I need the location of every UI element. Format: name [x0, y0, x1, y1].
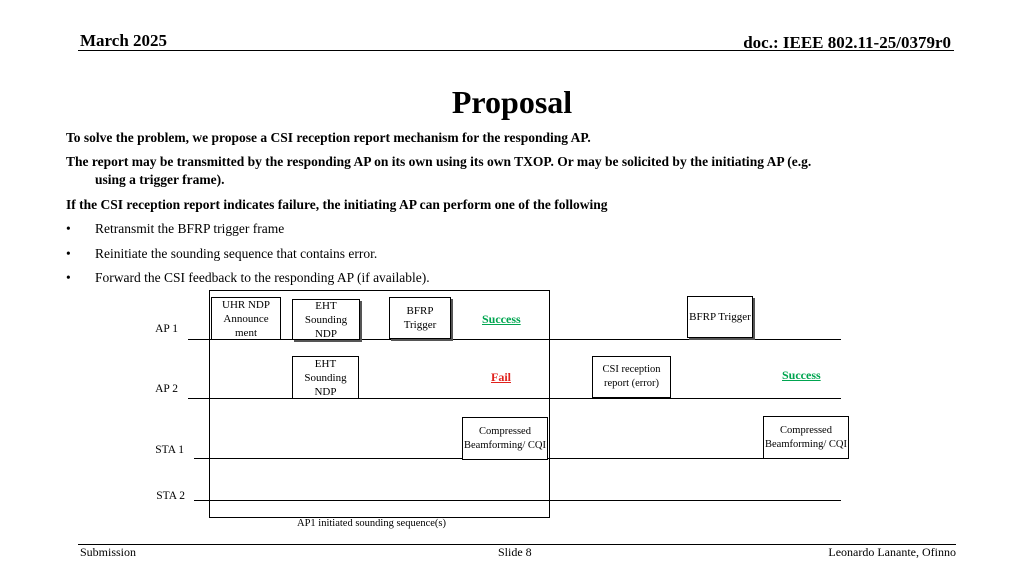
row-label-sta1: STA 1 [155, 444, 184, 456]
timeline-sta2 [194, 500, 841, 501]
eht-sounding-ndp-box: EHT Sounding NDP [292, 356, 359, 399]
header-divider [78, 50, 954, 51]
paragraph-2-line-2: using a trigger frame). [95, 172, 225, 187]
success-label: Success [782, 368, 821, 382]
bullet-text: Reinitiate the sounding sequence that contains error. [95, 246, 378, 261]
bullet-item [66, 245, 377, 263]
row-label-ap1: AP 1 [155, 323, 178, 335]
footer-submission: Submission [80, 545, 137, 559]
header-doc-id: doc.: IEEE 802.11-25/0379r0 [743, 33, 951, 52]
bullet-dot: • [66, 221, 71, 236]
bfrp-trigger-box: BFRP Trigger [687, 296, 753, 338]
row-label-ap2: AP 2 [155, 383, 178, 395]
eht-sounding-ndp-box: EHT Sounding NDP [292, 299, 360, 340]
bullet-dot: • [66, 246, 71, 261]
row-label-sta2: STA 2 [156, 490, 185, 502]
footer-slide-number: Slide 8 [498, 545, 532, 559]
bullet-item [66, 220, 284, 238]
uhr-ndp-announcement-box: UHR NDP Announce ment [211, 297, 281, 340]
compressed-beamforming-box: Compressed Beamforming/ CQI [763, 416, 849, 459]
compressed-beamforming-box: Compressed Beamforming/ CQI [462, 417, 548, 460]
paragraph-1: To solve the problem, we propose a CSI reception report mechanism for the responding AP. [66, 130, 591, 145]
success-label: Success [482, 312, 521, 326]
bfrp-trigger-box: BFRP Trigger [389, 297, 451, 339]
bullet-item [66, 269, 430, 287]
header-date: March 2025 [80, 31, 168, 50]
paragraph-2-line-1: The report may be transmitted by the responding AP on its own using its own TXOP. Or may be solicited by the initiating AP (e.g. [66, 154, 812, 169]
bullet-text: Forward the CSI feedback to the responding AP (if available). [95, 270, 430, 285]
bullet-dot: • [66, 270, 71, 285]
bullet-text: Retransmit the BFRP trigger frame [95, 221, 285, 236]
timeline-ap1 [188, 339, 841, 340]
paragraph-3: If the CSI reception report indicates failure, the initiating AP can perform one of the following [66, 197, 608, 212]
footer-author: Leonardo Lanante, Ofinno [828, 545, 956, 559]
timeline-ap2 [188, 398, 841, 399]
diagram-caption: AP1 initiated sounding sequence(s) [297, 518, 447, 529]
fail-label: Fail [491, 370, 511, 384]
csi-reception-report-box: CSI reception report (error) [592, 356, 671, 398]
slide-title: Proposal [451, 84, 573, 120]
